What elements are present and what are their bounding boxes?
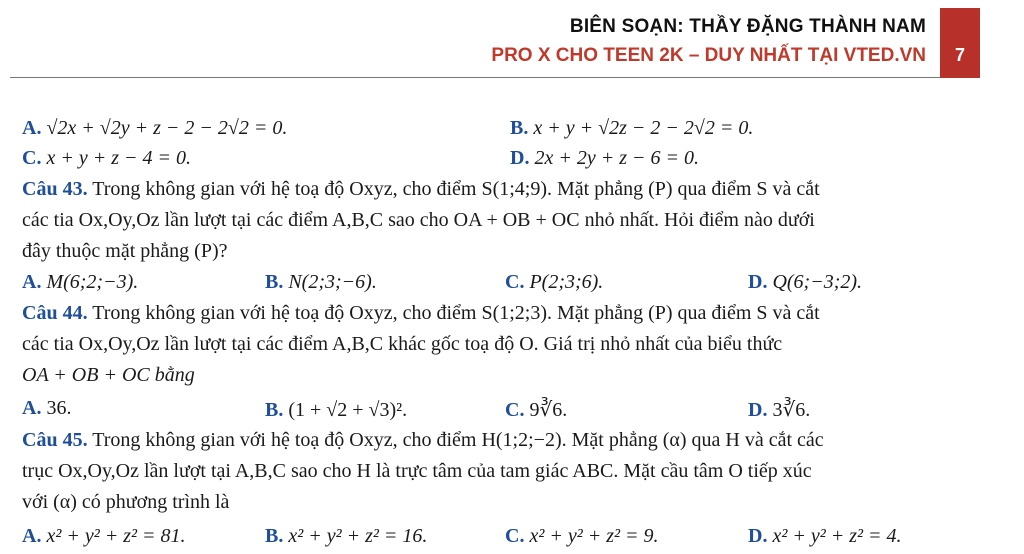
question-45-line-1 xyxy=(22,428,824,452)
header-subtitle: PRO X CHO TEEN 2K – DUY NHẤT TẠI VTED.VN xyxy=(491,45,926,66)
q45-option-a xyxy=(22,524,185,548)
q44-option-d xyxy=(748,398,810,422)
prev-option-c xyxy=(22,146,191,170)
option-label: C. xyxy=(505,525,525,547)
option-label: B. xyxy=(265,271,284,293)
option-label: B. xyxy=(510,117,529,139)
q43-option-d xyxy=(748,270,862,294)
option-text: x² + y² + z² = 81. xyxy=(46,525,186,547)
prev-option-a xyxy=(22,116,287,140)
option-label: B. xyxy=(265,399,284,421)
option-label: D. xyxy=(510,147,530,169)
option-text: M(6;2;−3). xyxy=(46,271,139,293)
question-43-line-3: đây thuộc mặt phẳng (P)? xyxy=(22,240,228,262)
option-text: x² + y² + z² = 9. xyxy=(529,525,659,547)
header-title: BIÊN SOẠN: THẦY ĐẶNG THÀNH NAM xyxy=(569,16,926,37)
q44-option-b xyxy=(265,398,407,422)
option-text: 2x + 2y + z − 6 = 0. xyxy=(534,147,699,169)
prev-option-b xyxy=(510,116,753,140)
option-text: x² + y² + z² = 16. xyxy=(288,525,428,547)
question-label: Câu 43. xyxy=(22,178,88,200)
header-divider xyxy=(10,77,940,78)
question-45-line-2: trục Ox,Oy,Oz lần lượt tại A,B,C sao cho H là trực tâm của tam giác ABC. Mặt cầu tâm O tiếp xúc xyxy=(22,460,812,482)
question-text: Trong không gian với hệ toạ độ Oxyz, cho điểm S(1;4;9). Mặt phẳng (P) qua điểm S và cắt xyxy=(92,178,820,200)
option-text: Q(6;−3;2). xyxy=(772,271,863,293)
page-number: 7 xyxy=(940,8,980,78)
q43-option-c xyxy=(505,270,603,294)
question-text: Trong không gian với hệ toạ độ Oxyz, cho điểm H(1;2;−2). Mặt phẳng (α) qua H và cắt các xyxy=(92,429,824,451)
q43-option-b xyxy=(265,270,377,294)
option-text: x + y + z − 4 = 0. xyxy=(46,147,191,169)
q44-option-c xyxy=(505,398,567,422)
option-text: x² + y² + z² = 4. xyxy=(772,525,902,547)
question-43-line-2: các tia Ox,Oy,Oz lần lượt tại các điểm A,B,C sao cho OA + OB + OC nhỏ nhất. Hỏi điểm nào dưới xyxy=(22,209,815,231)
option-label: D. xyxy=(748,399,768,421)
q43-option-a xyxy=(22,270,138,294)
q45-option-b xyxy=(265,524,427,548)
question-44-line-1 xyxy=(22,301,820,325)
option-label: A. xyxy=(22,397,42,419)
option-text: N(2;3;−6). xyxy=(288,271,377,293)
option-label: A. xyxy=(22,271,42,293)
q45-option-c xyxy=(505,524,658,548)
question-43-line-1 xyxy=(22,177,820,201)
question-45-line-3: với (α) có phương trình là xyxy=(22,491,230,513)
prev-option-d xyxy=(510,146,699,170)
option-label: D. xyxy=(748,271,768,293)
question-44-line-3: OA + OB + OC bằng xyxy=(22,364,195,386)
option-text: 36. xyxy=(46,397,72,419)
option-text: √2x + √2y + z − 2 − 2√2 = 0. xyxy=(46,117,288,139)
option-label: D. xyxy=(748,525,768,547)
question-44-line-2: các tia Ox,Oy,Oz lần lượt tại các điểm A,B,C khác gốc toạ độ O. Giá trị nhỏ nhất của biểu thức xyxy=(22,333,783,355)
option-label: B. xyxy=(265,525,284,547)
question-label: Câu 44. xyxy=(22,302,88,324)
option-text: 3∛6. xyxy=(772,399,811,421)
option-label: C. xyxy=(505,271,525,293)
option-label: A. xyxy=(22,117,42,139)
option-text: 9∛6. xyxy=(529,399,568,421)
question-text: Trong không gian với hệ toạ độ Oxyz, cho điểm S(1;2;3). Mặt phẳng (P) qua điểm S và cắt xyxy=(92,302,820,324)
option-label: C. xyxy=(505,399,525,421)
option-label: A. xyxy=(22,525,42,547)
option-label: C. xyxy=(22,147,42,169)
question-label: Câu 45. xyxy=(22,429,88,451)
q45-option-d xyxy=(748,524,901,548)
option-text: x + y + √2z − 2 − 2√2 = 0. xyxy=(533,117,754,139)
option-text: (1 + √2 + √3)². xyxy=(288,399,408,421)
option-text: P(2;3;6). xyxy=(529,271,604,293)
q44-option-a xyxy=(22,396,71,420)
